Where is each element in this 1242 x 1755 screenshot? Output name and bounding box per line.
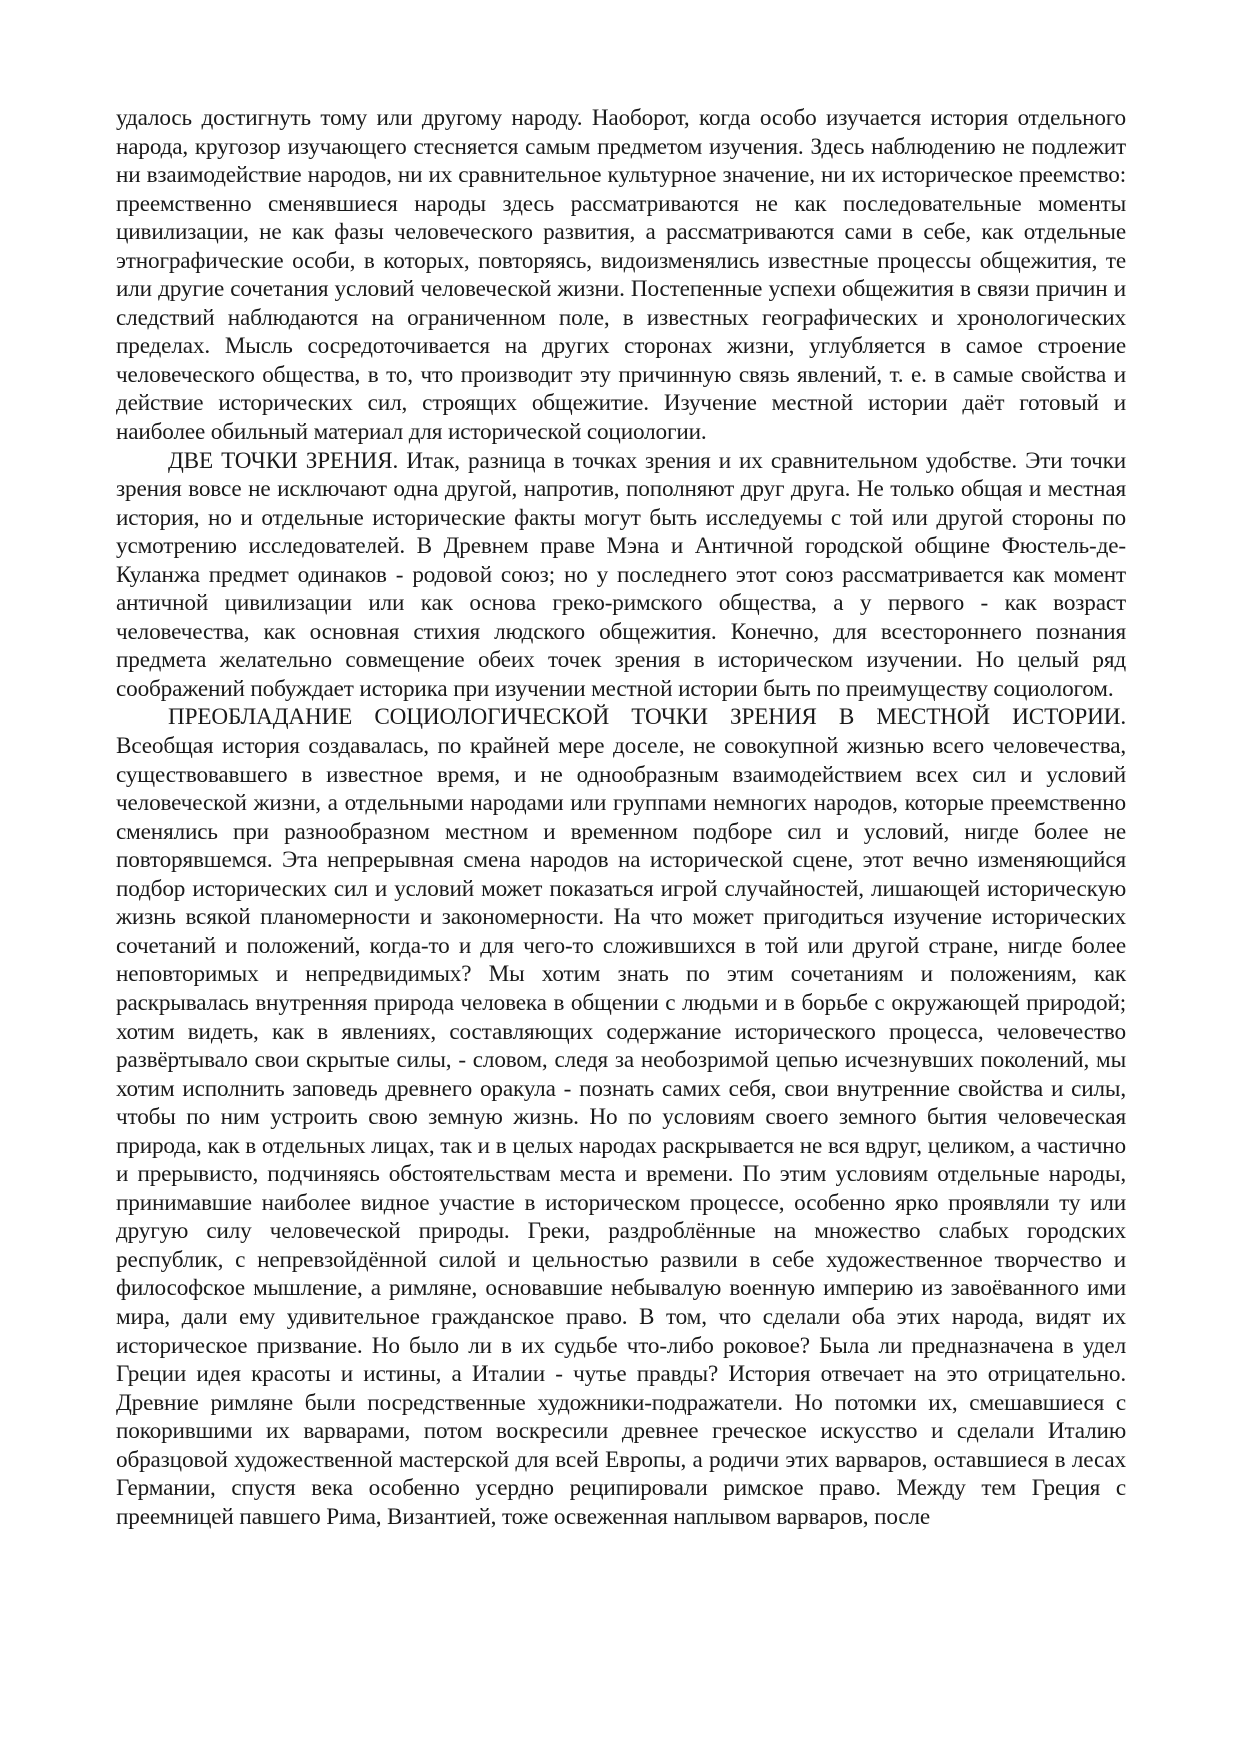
- document-page: [116, 104, 1126, 1531]
- paragraph-local-history-continuation: удалось достигнуть тому или другому народу. Наоборот, когда особо изучается история отдельного народа, кругозор изучающего стесняется самым предметом изучения. Здесь наблюдению не подлежит ни взаимодействие народов, ни их сравнительное культурное значение, ни их историческое преемство: преемственно сменявшиеся народы здесь рассматриваются не как последовательные моменты цивилизации, не как фазы человеческого развития, а рассматриваются сами в себе, как отдельные этнографические особи, в которых, повторяясь, видоизменялись известные процессы общежития, те или другие сочетания условий человеческой жизни. Постепенные успехи общежития в связи причин и следствий наблюдаются на ограниченном поле, в известных географических и хронологических пределах. Мысль сосредоточивается на других сторонах жизни, углубляется в самое строение человеческого общества, в то, что производит эту причинную связь явлений, т. е. в самые свойства и действие исторических сил, строящих общежитие. Изучение местной истории даёт готовый и наиболее обильный материал для исторической социологии.: [116, 105, 1126, 446]
- paragraph-sociological-viewpoint: ПРЕОБЛАДАНИЕ СОЦИОЛОГИЧЕСКОЙ ТОЧКИ ЗРЕНИЯ В МЕСТНОЙ ИСТОРИИ. Всеобщая история создавалась, по крайней мере доселе, не совокупной жизнью всего человечества, существовавшего в известное время, и не однообразным взаимодействием всех сил и условий человеческой жизни, а отдельными народами или группами немногих народов, которые преемственно сменялись при разнообразном местном и временном подборе сил и условий, нигде более не повторявшемся. Эта непрерывная смена народов на исторической сцене, этот вечно изменяющийся подбор исторических сил и условий может показаться игрой случайностей, лишающей историческую жизнь всякой планомерности и закономерности. На что может пригодиться изучение исторических сочетаний и положений, когда-то и для чего-то сложившихся в той или другой стране, нигде более неповторимых и непредвидимых? Мы хотим знать по этим сочетаниям и положениям, как раскрывалась внутренняя природа человека в общении с людьми и в борьбе с окружающей природой; хотим видеть, как в явлениях, составляющих содержание исторического процесса, человечество развёртывало свои скрытые силы, - словом, следя за необозримой цепью исчезнувших поколений, мы хотим исполнить заповедь древнего оракула - познать самих себя, свои внутренние свойства и силы, чтобы по ним устроить свою земную жизнь. Но по условиям своего земного бытия человеческая природа, как в отдельных лицах, так и в целых народах раскрывается не вся вдруг, целиком, а частично и прерывисто, подчиняясь обстоятельствам места и времени. По этим условиям отдельные народы, принимавшие наиболее видное участие в историческом процессе, особенно ярко проявляли ту или другую силу человеческой природы. Греки, раздроблённые на множество слабых городских республик, с непревзойдённой силой и цельностью развили в себе художественное творчество и философское мышление, а римляне, основавшие небывалую военную империю из завоёванного ими мира, дали ему удивительное гражданское право. В том, что сделали оба этих народа, видят их историческое призвание. Но было ли в их судьбе что-либо роковое? Была ли предназначена в удел Греции идея красоты и истины, а Италии - чутье правды? История отвечает на это отрицательно. Древние римляне были посредственные художники-подражатели. Но потомки их, смешавшиеся с покорившими их варварами, потом воскресили древнее греческое искусство и сделали Италию образцовой художественной мастерской для всей Европы, а родичи этих варваров, оставшиеся в лесах Германии, спустя века особенно усердно реципировали римское право. Между тем Греция с преемницей павшего Рима, Византией, тоже освеженная наплывом варваров, после: [116, 704, 1126, 1530]
- paragraph-two-points-of-view: ДВЕ ТОЧКИ ЗРЕНИЯ. Итак, разница в точках зрения и их сравнительном удобстве. Эти точки зрения вовсе не исключают одна другой, напротив, пополняют друг друга. Не только общая и местная история, но и отдельные исторические факты могут быть исследуемы с той или другой стороны по усмотрению исследователей. В Древнем праве Мэна и Античной городской общине Фюстель-де-Куланжа предмет одинаков - родовой союз; но у последнего этот союз рассматривается как момент античной цивилизации или как основа греко-римского общества, а у первого - как возраст человечества, как основная стихия людского общежития. Конечно, для всестороннего познания предмета желательно совмещение обеих точек зрения в историческом изучении. Но целый ряд соображений побуждает историка при изучении местной истории быть по преимуществу социологом.: [116, 447, 1126, 702]
